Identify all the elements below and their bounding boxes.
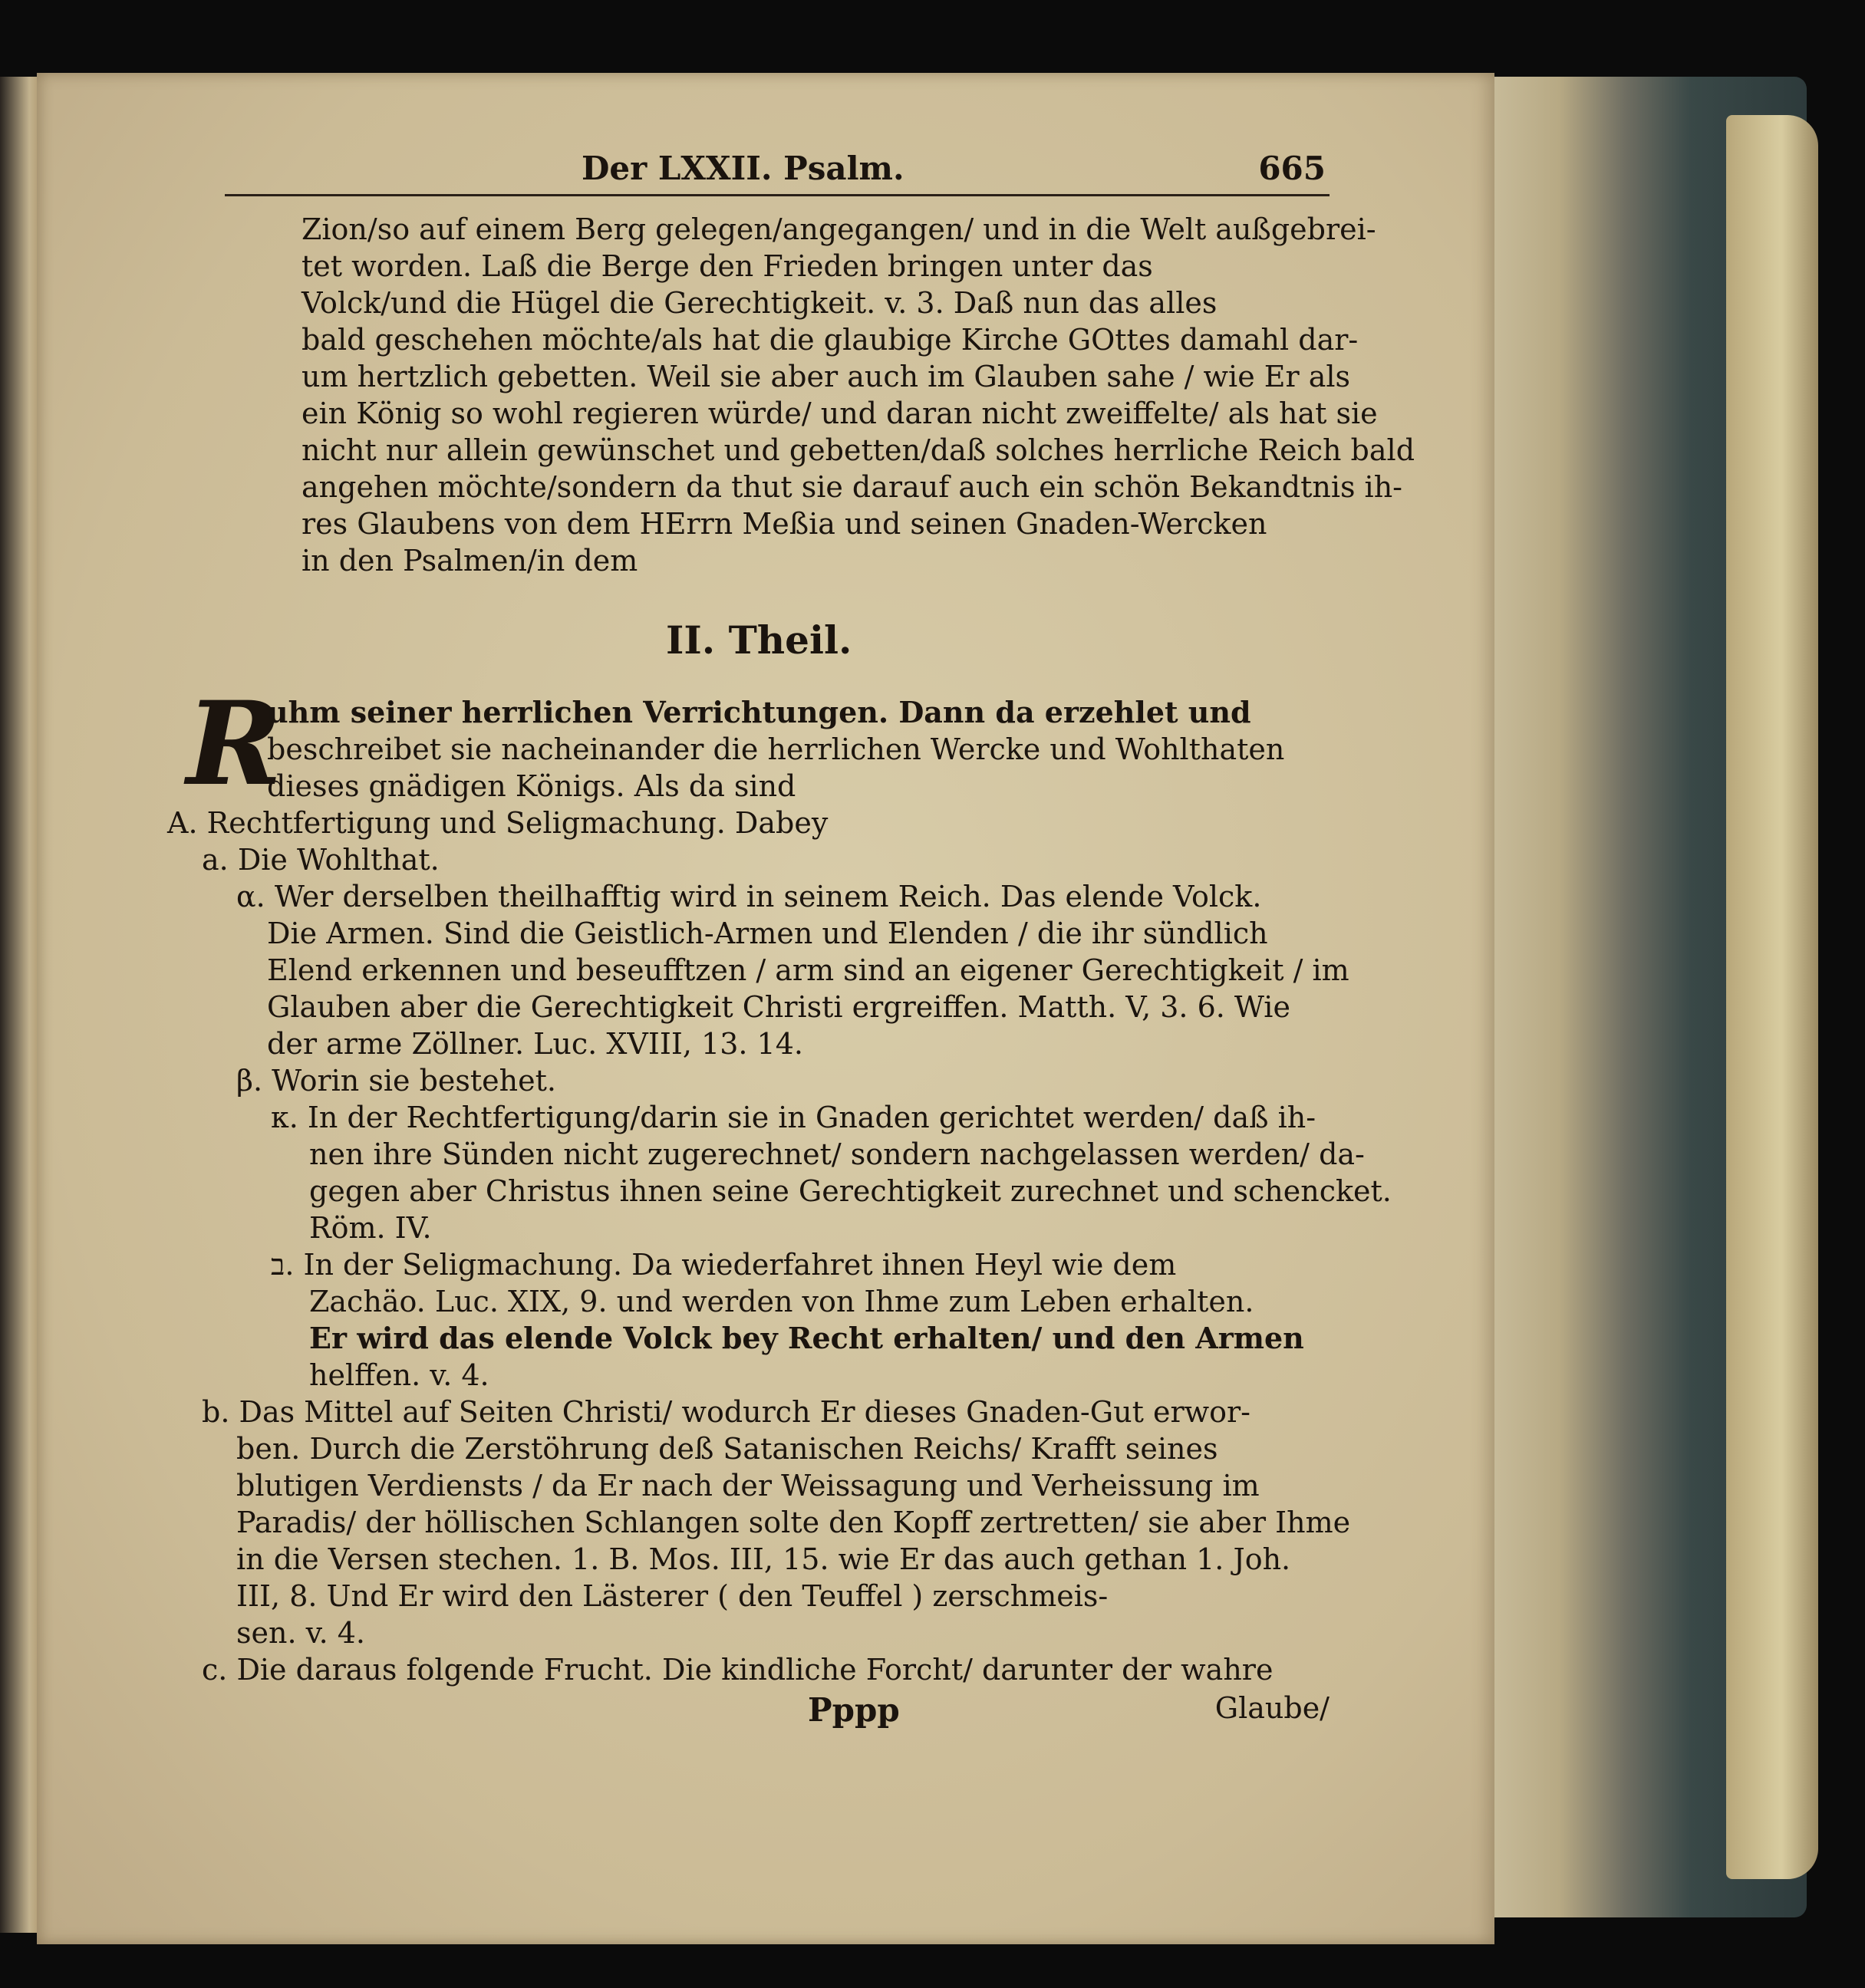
text-line: beschreibet sie nacheinander die herrlichen Wercke und Wohlthaten (267, 732, 1285, 766)
text-line: bald geschehen möchte/als hat die glaubige Kirche GOttes damahl dar- (301, 323, 1359, 357)
text-line: angehen möchte/sondern da thut sie darauf auch ein schön Bekandtnis ih- (301, 470, 1403, 504)
scripture-quote: Er wird das elende Volck bey Recht erhalten/ und den Armen (309, 1321, 1304, 1355)
text-line: Die Armen. Sind die Geistlich-Armen und Elenden / die ihr sündlich (267, 917, 1268, 950)
page-header (301, 150, 1330, 196)
outline-item: a. Die Wohlthat. (202, 843, 440, 877)
text-line: gegen aber Christus ihnen seine Gerechtigkeit zurechnet und schencket. (309, 1174, 1392, 1208)
text-line: uhm seiner herrlichen Verrichtungen. Dann da erzehlet und (267, 695, 1251, 729)
text-line: sen. v. 4. (236, 1616, 365, 1650)
text-line: Röm. IV. (309, 1211, 432, 1245)
outline-item: ב. In der Seligmachung. Da wiederfahret ihnen Heyl wie dem (271, 1248, 1177, 1282)
text-line: der arme Zöllner. Luc. XVIII, 13. 14. (267, 1027, 803, 1061)
text-line: Volck/und die Hügel die Gerechtigkeit. v. 3. Daß nun das alles (301, 286, 1218, 320)
outline-item: β. Worin sie bestehet. (236, 1064, 556, 1098)
outline-item: κ. In der Rechtfertigung/darin sie in Gnaden gerichtet werden/ daß ih- (271, 1101, 1316, 1134)
outline-item: α. Wer derselben theilhafftig wird in seinem Reich. Das elende Volck. (236, 880, 1262, 913)
text-line: Glauben aber die Gerechtigkeit Christi ergreiffen. Matth. V, 3. 6. Wie (267, 990, 1290, 1024)
outline-item: c. Die daraus folgende Frucht. Die kindliche Forcht/ darunter der wahre (202, 1653, 1274, 1687)
book-cover-edge (1726, 115, 1818, 1879)
text-line: helffen. v. 4. (309, 1358, 489, 1392)
signature-mark: Pppp (808, 1691, 900, 1729)
running-title: Der LXXII. Psalm. (582, 150, 904, 187)
text-line: III, 8. Und Er wird den Lästerer ( den Teuffel ) zerschmeis- (236, 1579, 1109, 1613)
text-line: Paradis/ der höllischen Schlangen solte den Kopff zertretten/ sie aber Ihme (236, 1506, 1351, 1539)
text-line: um hertzlich gebetten. Weil sie aber auch im Glauben sahe / wie Er als (301, 360, 1351, 393)
catchword: Glaube/ (1214, 1691, 1330, 1725)
text-line: ein König so wohl regieren würde/ und daran nicht zweiffelte/ als hat sie (301, 397, 1378, 430)
text-line: nicht nur allein gewünschet und gebetten/daß solches herrliche Reich bald (301, 433, 1415, 467)
text-line: ben. Durch die Zerstöhrung deß Satanischen Reichs/ Krafft seines (236, 1432, 1218, 1466)
header-rule (225, 194, 1330, 196)
text-line: res Glaubens von dem HErrn Meßia und seinen Gnaden-Wercken (301, 507, 1267, 541)
text-line: nen ihre Sünden nicht zugerechnet/ sondern nachgelassen werden/ da- (309, 1137, 1365, 1171)
text-line: in den Psalmen/in dem (301, 544, 638, 578)
text-line: Zion/so auf einem Berg gelegen/angegangen/ und in die Welt außgebrei- (301, 212, 1376, 246)
facing-page-edge (0, 77, 37, 1933)
book-page (37, 73, 1494, 1944)
page-number: 665 (1258, 150, 1326, 187)
text-line: Elend erkennen und beseufftzen / arm sind an eigener Gerechtigkeit / im (267, 953, 1349, 987)
section-heading: II. Theil. (666, 617, 852, 663)
text-line: dieses gnädigen Königs. Als da sind (267, 769, 796, 803)
text-line: tet worden. Laß die Berge den Frieden bringen unter das (301, 249, 1153, 283)
text-line: in die Versen stechen. 1. B. Mos. III, 15. wie Er das auch gethan 1. Joh. (236, 1542, 1291, 1576)
outline-item: A. Rechtfertigung und Seligmachung. Dabey (167, 806, 829, 840)
outline-item: b. Das Mittel auf Seiten Christi/ wodurch Er dieses Gnaden-Gut erwor- (202, 1395, 1251, 1429)
text-line: blutigen Verdiensts / da Er nach der Weissagung und Verheissung im (236, 1469, 1260, 1503)
drop-initial: R (186, 676, 282, 811)
text-line: Zachäo. Luc. XIX, 9. und werden von Ihme zum Leben erhalten. (309, 1285, 1254, 1318)
